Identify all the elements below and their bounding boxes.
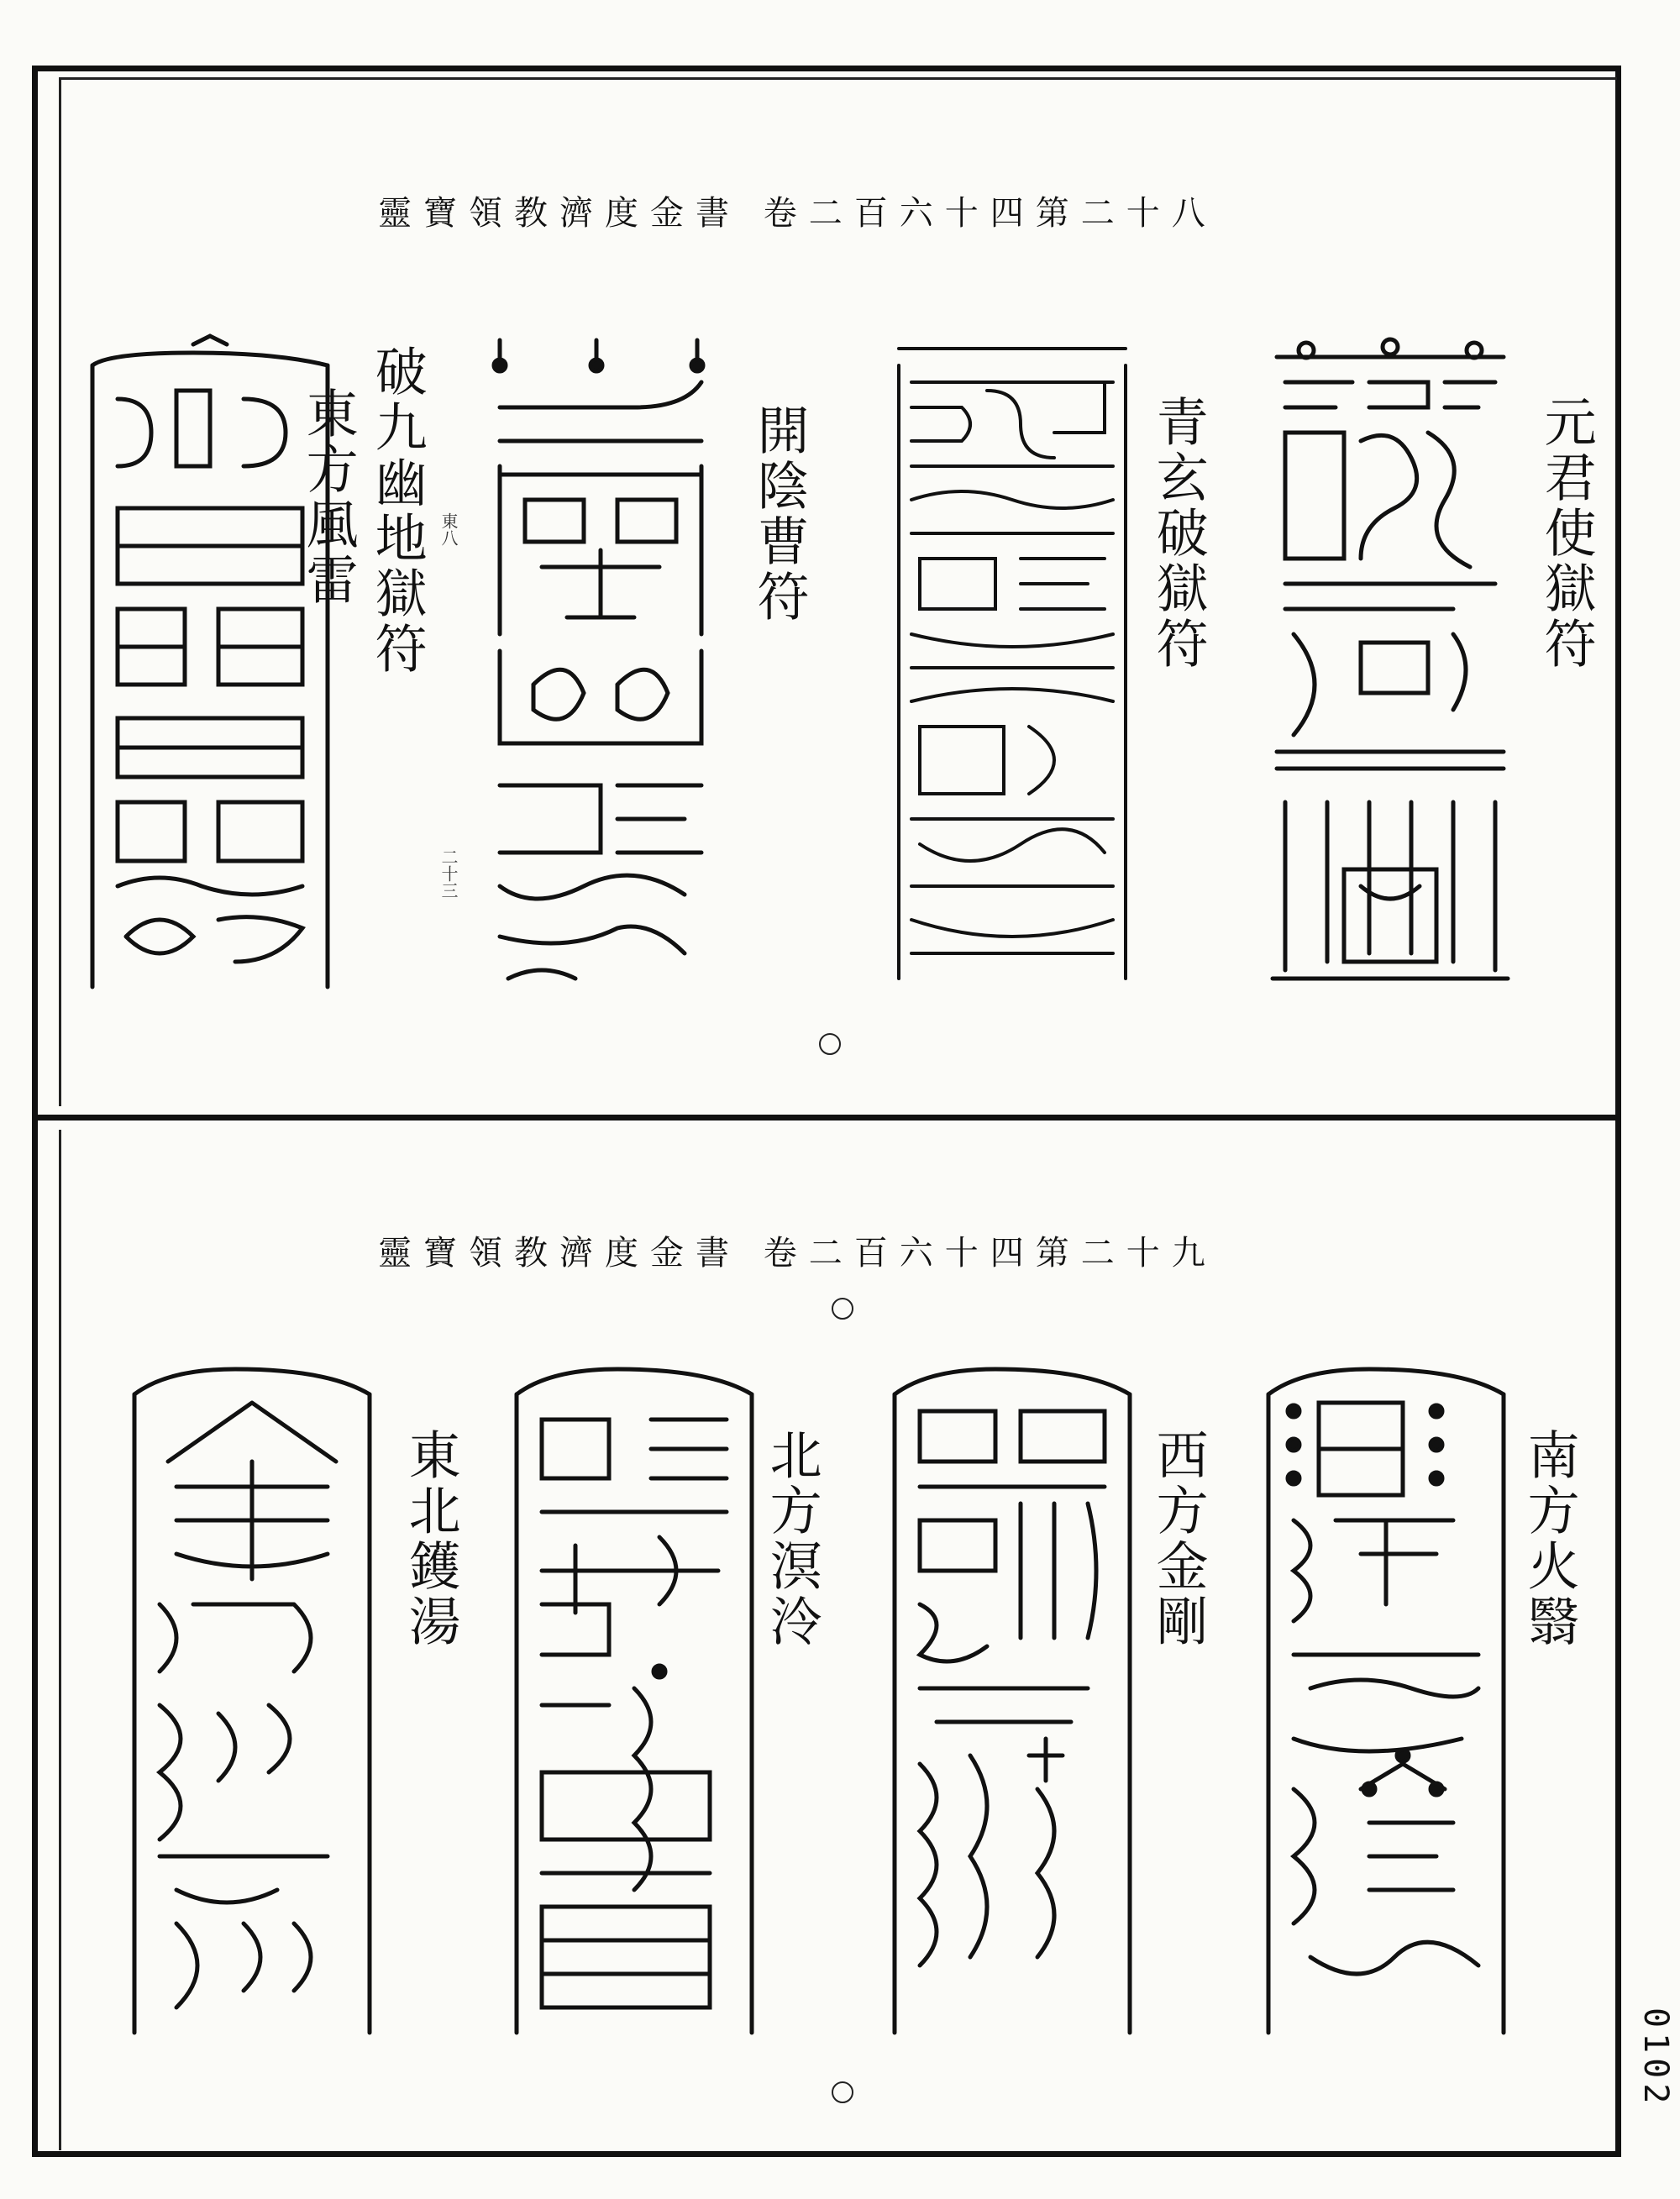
top-page-header: 靈寶領教濟度金書 卷二百六十四第二十八 <box>378 194 1217 233</box>
label-beifang-mingling: 北方溟泠 <box>761 1428 823 1650</box>
small-note-dongba: 東八 <box>438 512 459 546</box>
label-kaiyincao-talisman: 開陰曹符 <box>748 403 811 625</box>
label-dongbei-huotang: 東北鑊湯 <box>400 1428 462 1650</box>
qingxuan-talisman-drawing <box>886 332 1138 987</box>
dongbei-huotang-talisman-drawing <box>126 1352 378 2041</box>
small-note-ershisan: 二十三 <box>438 848 459 899</box>
xifang-jingang-talisman-drawing <box>886 1352 1138 2041</box>
label-dongfang-fenglei: 東方風雷 <box>297 386 360 608</box>
label-nanfang-huoyi: 南方火翳 <box>1519 1428 1581 1650</box>
nanfang-huoyi-talisman-drawing <box>1260 1352 1512 2041</box>
bottom-upper-circle-mark <box>832 1298 853 1320</box>
label-pojiuyou-talisman: 破九幽地獄符 <box>366 344 428 677</box>
page-number: 0102 <box>1636 2007 1675 2109</box>
label-xifang-jingang: 西方金剛 <box>1147 1428 1210 1650</box>
kaiyincao-talisman-drawing <box>475 332 727 987</box>
beifang-mingling-talisman-drawing <box>508 1352 760 2041</box>
dongfang-fenglei-talisman-drawing <box>84 332 336 995</box>
top-center-circle-mark <box>819 1033 841 1055</box>
bottom-lower-circle-mark <box>832 2081 853 2103</box>
label-qingxuan-talisman: 青玄破獄符 <box>1147 395 1210 672</box>
label-yuanjun-talisman: 元君使獄符 <box>1536 395 1598 672</box>
yuanjun-talisman-drawing <box>1260 332 1520 987</box>
panel-divider <box>32 1115 1621 1120</box>
bottom-page-header: 靈寶領教濟度金書 卷二百六十四第二十九 <box>378 1234 1217 1273</box>
